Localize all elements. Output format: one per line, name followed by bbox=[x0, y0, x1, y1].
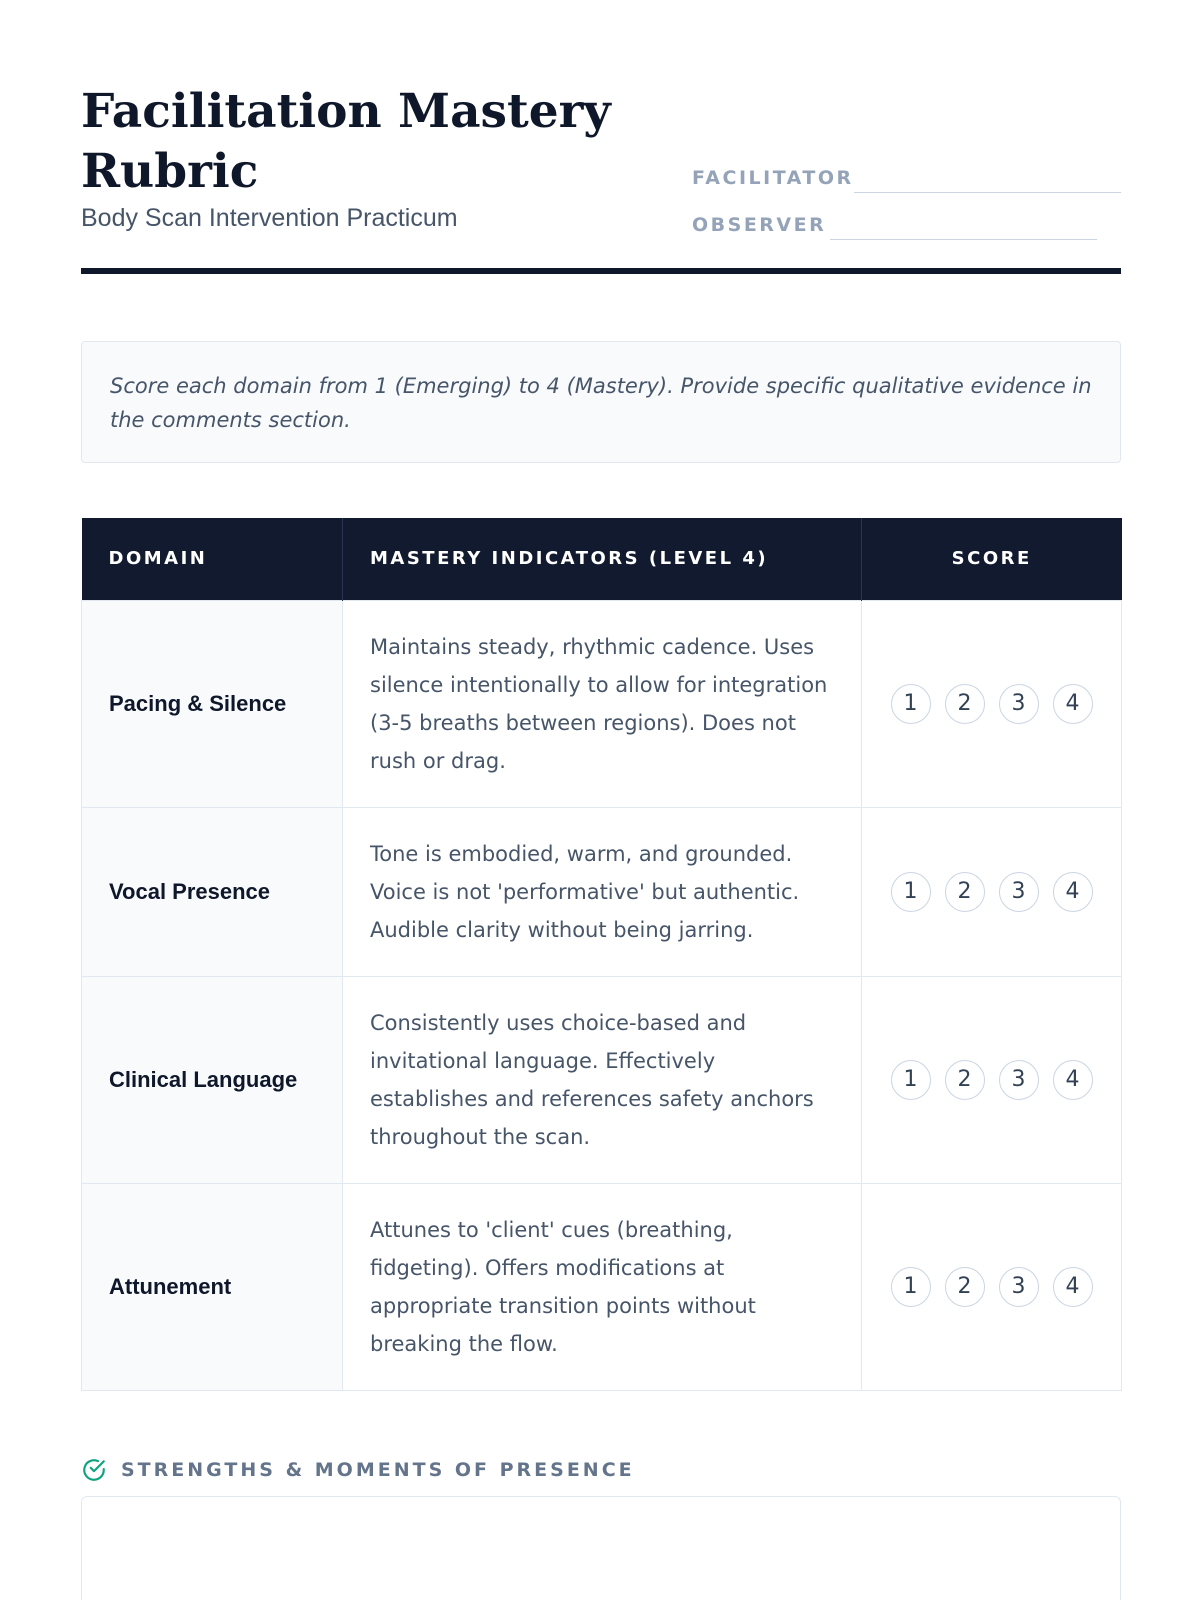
table-row bbox=[82, 600, 1122, 807]
header-domain: DOMAIN bbox=[82, 518, 343, 600]
score-option-4[interactable]: 4 bbox=[1053, 684, 1093, 724]
score-option-4[interactable]: 4 bbox=[1053, 1060, 1093, 1100]
header-indicators: MASTERY INDICATORS (LEVEL 4) bbox=[343, 518, 862, 600]
indicator-cell: Maintains steady, rhythmic cadence. Uses silence intentionally to allow for integration (3-5 breaths between regions). Does not rush or drag. bbox=[343, 600, 862, 807]
score-option-2[interactable]: 2 bbox=[945, 1060, 985, 1100]
strengths-comment-box[interactable] bbox=[81, 1496, 1121, 1600]
table-row bbox=[82, 976, 1122, 1183]
table-header-row bbox=[82, 518, 1122, 600]
observer-field[interactable] bbox=[692, 212, 1097, 240]
score-cell bbox=[862, 976, 1122, 1183]
score-option-2[interactable]: 2 bbox=[945, 684, 985, 724]
score-option-1[interactable]: 1 bbox=[891, 1267, 931, 1307]
score-option-3[interactable]: 3 bbox=[999, 1267, 1039, 1307]
observer-input-line[interactable] bbox=[830, 239, 1097, 240]
score-option-2[interactable]: 2 bbox=[945, 872, 985, 912]
score-cell bbox=[862, 600, 1122, 807]
facilitator-input-line[interactable] bbox=[854, 192, 1121, 193]
rubric-table bbox=[81, 518, 1122, 1391]
domain-cell: Attunement bbox=[82, 1183, 343, 1390]
page-subtitle: Body Scan Intervention Practicum bbox=[81, 204, 458, 232]
score-option-3[interactable]: 3 bbox=[999, 684, 1039, 724]
score-selector bbox=[862, 1060, 1121, 1100]
score-option-3[interactable]: 3 bbox=[999, 1060, 1039, 1100]
strengths-heading bbox=[81, 1454, 635, 1486]
score-option-3[interactable]: 3 bbox=[999, 872, 1039, 912]
table-row bbox=[82, 807, 1122, 976]
domain-cell: Vocal Presence bbox=[82, 807, 343, 976]
indicator-cell: Attunes to 'client' cues (breathing, fidgeting). Offers modifications at appropriate transition points without breaking the flow. bbox=[343, 1183, 862, 1390]
score-option-2[interactable]: 2 bbox=[945, 1267, 985, 1307]
indicator-cell: Tone is embodied, warm, and grounded. Voice is not 'performative' but authentic. Audible clarity without being jarring. bbox=[343, 807, 862, 976]
rubric-page bbox=[81, 0, 1121, 1600]
header-divider bbox=[81, 268, 1121, 274]
check-circle-icon bbox=[81, 1457, 107, 1483]
score-option-1[interactable]: 1 bbox=[891, 1060, 931, 1100]
domain-cell: Pacing & Silence bbox=[82, 600, 343, 807]
facilitator-field[interactable] bbox=[692, 165, 1121, 193]
strengths-label: STRENGTHS & MOMENTS OF PRESENCE bbox=[121, 1459, 635, 1481]
score-cell bbox=[862, 807, 1122, 976]
score-cell bbox=[862, 1183, 1122, 1390]
score-selector bbox=[862, 872, 1121, 912]
header bbox=[81, 82, 1121, 274]
score-selector bbox=[862, 1267, 1121, 1307]
page-title: Facilitation Mastery Rubric bbox=[81, 84, 611, 199]
score-option-4[interactable]: 4 bbox=[1053, 872, 1093, 912]
score-option-4[interactable]: 4 bbox=[1053, 1267, 1093, 1307]
facilitator-label: FACILITATOR bbox=[692, 167, 854, 189]
indicator-cell: Consistently uses choice-based and invitational language. Effectively establishes and references safety anchors throughout the scan. bbox=[343, 976, 862, 1183]
instructions-box bbox=[81, 341, 1121, 463]
domain-cell: Clinical Language bbox=[82, 976, 343, 1183]
score-selector bbox=[862, 684, 1121, 724]
header-score: SCORE bbox=[862, 518, 1122, 600]
instructions-text: Score each domain from 1 (Emerging) to 4 (Mastery). Provide specific qualitative evidence in the comments section. bbox=[110, 374, 1092, 432]
table-row bbox=[82, 1183, 1122, 1390]
score-option-1[interactable]: 1 bbox=[891, 684, 931, 724]
observer-label: OBSERVER bbox=[692, 214, 827, 236]
score-option-1[interactable]: 1 bbox=[891, 872, 931, 912]
